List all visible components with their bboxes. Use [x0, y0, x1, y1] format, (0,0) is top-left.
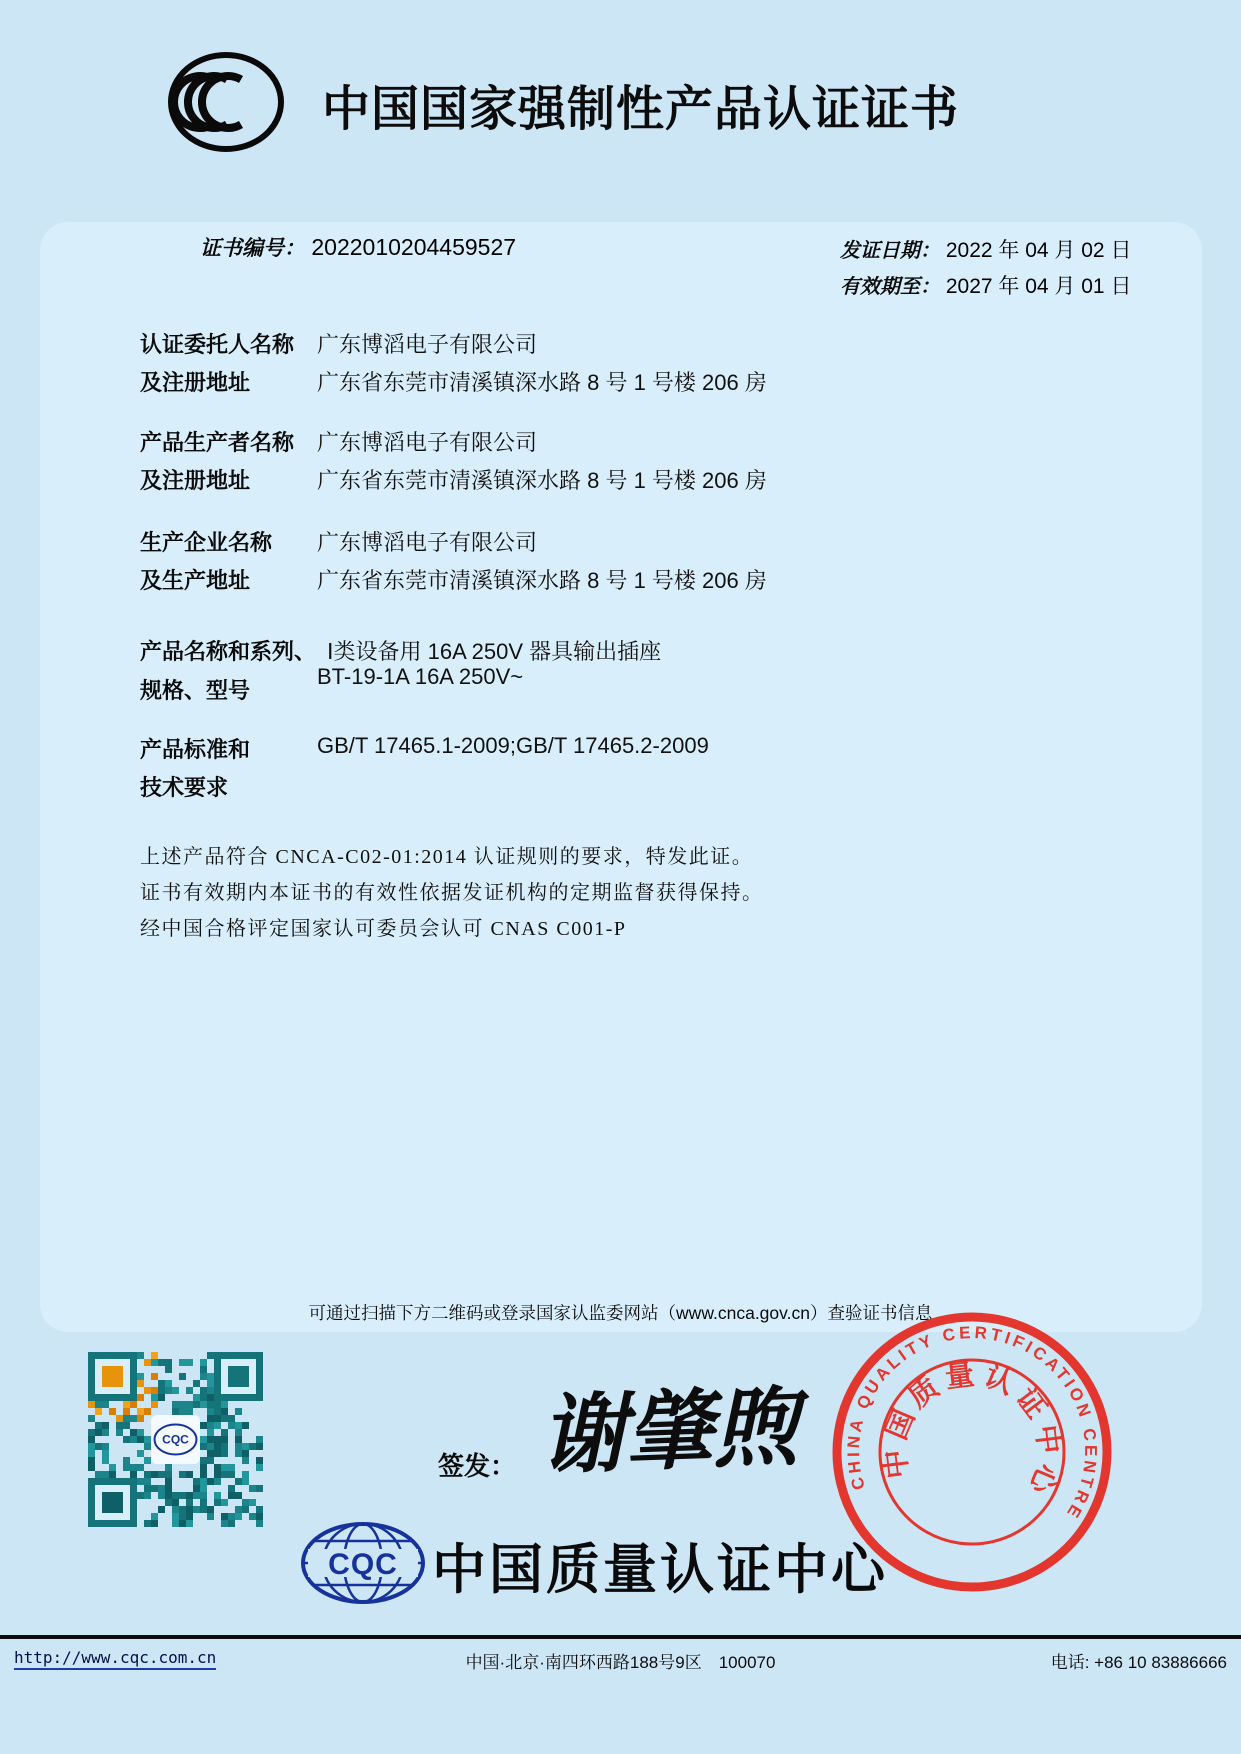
- field-value: Ⅰ类设备用 16A 250V 器具输出插座: [327, 639, 662, 664]
- footer-divider: [0, 1635, 1241, 1639]
- field-value: 广东博滔电子有限公司: [317, 530, 538, 555]
- field-value: 广东省东莞市清溪镇深水路 8 号 1 号楼 206 房: [317, 568, 767, 593]
- field-label: 规格、型号: [140, 678, 251, 703]
- field-label: 认证委托人名称: [140, 332, 295, 357]
- footer-phone: 电话: +86 10 83886666: [1050, 1653, 1227, 1672]
- field-label: 生产企业名称: [140, 530, 273, 555]
- sign-label: 签发：: [438, 1451, 517, 1481]
- field-label: 产品标准和: [140, 737, 251, 762]
- field-value: 广东省东莞市清溪镇深水路 8 号 1 号楼 206 房: [317, 468, 767, 493]
- field-value: BT-19-1A 16A 250V~: [317, 664, 524, 689]
- ccc-logo-icon: [166, 50, 286, 154]
- footer-url: http://www.cqc.com.cn: [14, 1648, 216, 1670]
- svg-text:CHINA QUALITY CERTIFICATION CE: [837, 1306, 1117, 1525]
- cqc-globe-icon: [300, 1521, 426, 1605]
- cqc-red-stamp: [820, 1300, 1124, 1604]
- field-label: 及注册地址: [140, 468, 251, 493]
- statement-line: 经中国合格评定国家认可委员会认可 CNAS C001-P: [140, 918, 627, 940]
- signature: 谢肇煦: [538, 1379, 800, 1485]
- verification-note: 可通过扫描下方二维码或登录国家认监委网站（www.cnca.gov.cn）查验证书信息: [308, 1303, 933, 1323]
- cqc-logo-text: CQC: [328, 1548, 398, 1581]
- svg-text:CQC: CQC: [162, 1432, 189, 1447]
- stamp-chinese-text: 中国质量认证中心: [878, 1358, 1066, 1504]
- issue-date-row: [840, 234, 1131, 264]
- field-label: 技术要求: [140, 775, 229, 800]
- issuer-name: 中国质量认证中心: [432, 1540, 888, 1600]
- certificate-number-label: 证书编号：: [200, 236, 305, 260]
- page-title: 中国国家强制性产品认证证书: [322, 83, 960, 136]
- field-value: 广东省东莞市清溪镇深水路 8 号 1 号楼 206 房: [317, 370, 767, 395]
- issue-date-label: 发证日期：: [840, 240, 940, 262]
- stamp-english-text: CHINA QUALITY CERTIFICATION CENTRE: [843, 1322, 1101, 1524]
- issue-date-value: 2022 年 04 月 02 日: [945, 239, 1132, 262]
- field-label: 及生产地址: [140, 568, 251, 593]
- field-value: 广东博滔电子有限公司: [317, 332, 538, 357]
- statement-line: 证书有效期内本证书的有效性依据发证机构的定期监督获得保持。: [140, 882, 764, 904]
- statement-line: 上述产品符合 CNCA-C02-01:2014 认证规则的要求，特发此证。: [140, 846, 754, 868]
- certificate-number-row: [200, 232, 516, 262]
- field-label: 产品生产者名称: [140, 430, 295, 455]
- footer-address: 中国·北京·南四环西路188号9区 100070: [465, 1653, 776, 1672]
- valid-until-value: 2027 年 04 月 01 日: [945, 275, 1132, 298]
- field-label: 产品名称和系列、: [140, 639, 317, 664]
- qr-code: [88, 1352, 263, 1527]
- field-label: 及注册地址: [140, 370, 251, 395]
- field-value: 广东博滔电子有限公司: [317, 430, 538, 455]
- valid-until-label: 有效期至：: [840, 276, 940, 298]
- valid-until-row: [840, 270, 1131, 300]
- field-value: GB/T 17465.1-2009;GB/T 17465.2-2009: [317, 733, 709, 758]
- certificate-number-value: 2022010204459527: [311, 234, 517, 260]
